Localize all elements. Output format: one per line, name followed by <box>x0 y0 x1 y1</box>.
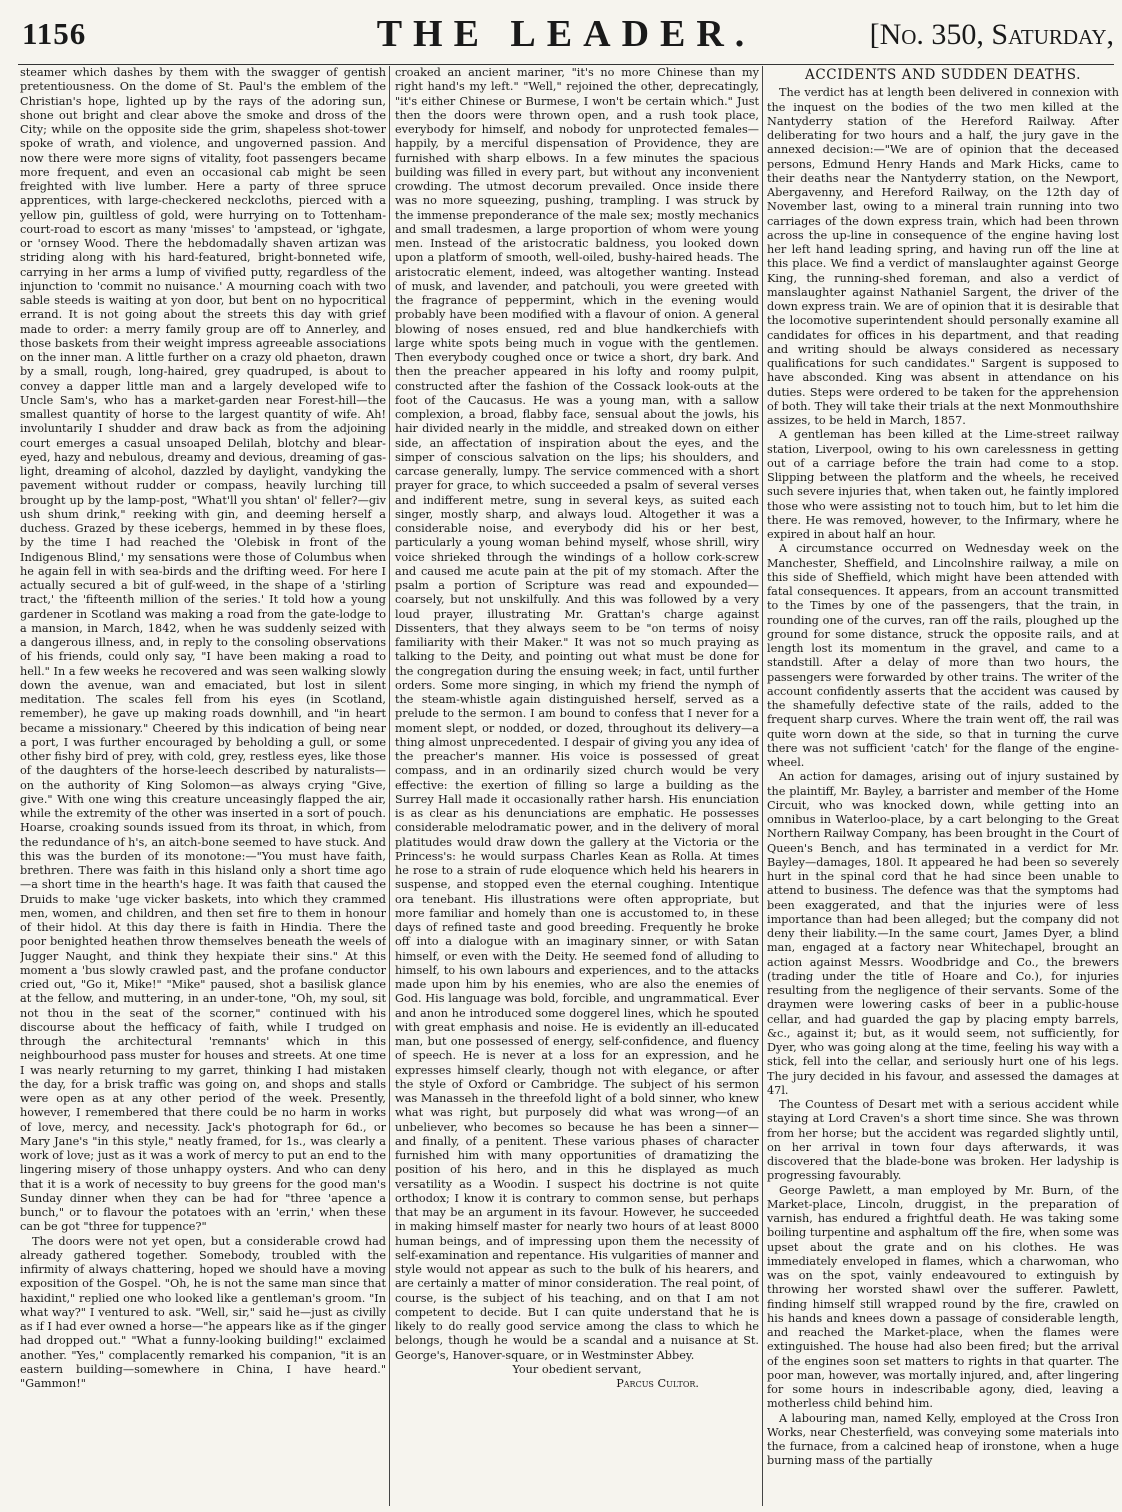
issue-info: [No. 350, Saturday, <box>869 18 1114 51</box>
news-paragraph: An action for damages, arising out of injury sustained by the plaintiff, Mr. Bayley, a barrister and member of the Home Circuit, who was knocked down, while getting into an omnibus in Waterloo-place, by a cart belonging to the Great Northern Railway Company, has been brought in the Court of Queen's Bench, and has terminated in a verdict for Mr. Bayley—damages, 180l. It appeared he had been so severely hurt in the spinal cord that he had since been unable to attend to business. The defence was that the symptoms had been exaggerated, and that the injuries were of less importance than had been alleged; but the company did not deny their liability.—In the same court, James Dyer, a blind man, engaged at a factory near Whitechapel, brought an action against Messrs. Woodbridge and Co., the brewers (trading under the title of Hoare and Co.), for injuries resulting from the negligence of their servants. Some of the draymen were lowering casks of beer in a public-house cellar, and had guarded the gap by placing empty barrels, &c., against it; but, as it would seem, not sufficiently, for Dyer, who was going along at the time, feeling his way with a stick, fell into the cellar, and seriously hurt one of his legs. The jury decided in his favour, and assessed the damages at 47l. <box>767 770 1119 1097</box>
news-paragraph: George Pawlett, a man employed by Mr. Burn, of the Market-place, Lincoln, druggist, in the preparation of varnish, has endured a frightful death. He was taking some boiling turpentine and asphaltum off the fire, when some was upset about the grate and on his clothes. He was immediately enveloped in flames, which a charwoman, who was on the spot, vainly endeavoured to extinguish by throwing her worsted shawl over the sufferer. Pawlett, finding himself still wrapped round by the fire, crawled on his hands and knees down a passage of considerable length, and reached the Market-place, when the flames were extinguished. The house had also been fired; but the arrival of the engines soon set matters to rights in that quarter. The poor man, however, was mortally injured, and, after lingering for some hours in indescribable agony, died, leaving a motherless child behind him. <box>767 1183 1119 1411</box>
column-1 <box>20 66 386 1506</box>
masthead <box>18 4 1114 65</box>
column-2 <box>395 66 759 1506</box>
news-paragraph: A labouring man, named Kelly, employed at the Cross Iron Works, near Chesterfield, was conveying some materials into the furnace, from a calcined heap of ironstone, when a huge burning mass of the partially <box>767 1411 1119 1468</box>
article-paragraph: steamer which dashes by them with the swagger of gentish pretentiousness. On the dome of St. Paul's the emblem of the Christian's hope, lighted up by the rays of the adoring sun, shone out bright and clear above the smoke and dross of the City; while on the opposite side the grim, shapeless shot-tower spoke of wrath, and violence, and ungoverned passion. And now there were more signs of vitality, foot passengers became more frequent, and even an occasional cab might be seen freighted with live lumber. Here a party of three spruce apprentices, with large-checkered neckcloths, pierced with a yellow pin, guiltless of gold, were hurrying on to Tottenham-court-road to escort as many 'misses' to 'ampstead, or 'ighgate, or 'ornsey Wood. There the hebdomadally shaven artizan was striding along with his hard-featured, bright-bonneted wife, carrying in her arms a lump of vivified putty, regardless of the injunction to 'commit no nuisance.' A mourning coach with two sable steeds is waiting at yon door, but bent on no hypocritical errand. It is not going about the streets this day with grief made to order: a merry family group are off to Annerley, and those baskets from their weight impress agreeable associations on the inner man. A little further on a crazy old phaeton, drawn by a small, rough, long-haired, grey quadruped, is about to convey a dapper little man and a largely developed wife to Uncle Sam's, who has a market-garden near Forest-hill—the smallest quantity of horse to the largest quantity of wife. Ah! involuntarily I shudder and draw back as from the adjoining court emerges a casual unsoaped Delilah, blotchy and blear-eyed, hazy and nebulous, dreamy and devious, dreaming of gas-light, dreaming of alcohol, dazzled by daylight, vandyking the pavement without rudder or compass, heavily lurching till brought up by the lamp-post, "What'll you shtan' ol' feller?—giv ush shum drink," reeking with gin, and deeming herself a duchess. Grazed by these icebergs, hemmed in by these floes, by the time I had reached the 'Olebisk in front of the Indigenous Blind,' my sensations were those of Columbus when he again fell in with sea-birds and the drifting weed. For here I actually secured a bit of gulf-weed, in the shape of a 'stirling tract,' the 'fifteenth million of the series.' It told how a young gardener in Scotland was making a road from the gate-lodge to a mansion, in March, 1842, when he was suddenly seized with a dangerous illness, and, in reply to the consoling observations of his friends, could only say, "I have been making a road to hell." In a few weeks he recovered and was seen walking slowly down the avenue, wan and emaciated, but lost in silent meditation. The scales fell from his eyes (in Scotland, remember), he gave up making roads downhill, and "in heart became a missionary." Cheered by this indication of being near a port, I was further encouraged by beholding a gull, or some other fishy bird of prey, with cold, grey, restless eyes, like those of the daughters of the horse-leech described by naturalists—on the authority of King Solomon—as always crying "Give, give." With one wing this creature unceasingly flapped the air, while the extremity of the other was inserted in a sort of pouch. Hoarse, croaking sounds issued from its throat, in which, from the redundance of h's, an aitch-bone seemed to have stuck. And this was the burden of its monotone:—"You must have faith, brethren. There was faith in this hisland only a short time ago—a short time in the hearth's hage. It was faith that caused the Druids to make 'uge vicker baskets, into which they crammed men, women, and children, and then set fire to them in honour of their hidol. At this day there is faith in Hindia. There the poor benighted heathen throw themselves beneath the weels of Jugger Naught, and think they hexpiate their sins." At this moment a 'bus slowly crawled past, and the profane conductor cried out, "Go it, Mike!" "Mike" paused, shot a basilisk glance at the fellow, and muttering, in an under-tone, "Oh, my soul, sit not thou in the seat of the scorner," continued with his discourse about the hefficacy of faith, while I trudged on through the architectural 'remnants' which in this neighbourhood pass muster for houses and streets. At one time I was nearly returning to my garret, thinking I had mistaken the day, for a brisk traffic was going on, and shops and stalls were open as at any other period of the week. Presently, however, I remembered that there could be no harm in works of love, mercy, and necessity. Jack's photograph for 6d., or Mary Jane's "in this style," neatly framed, for 1s., was clearly a work of love; just as it was a work of mercy to put an end to the lingering misery of those unhappy oysters. And who can deny that it is a work of necessity to buy greens for the good man's Sunday dinner when they can be had for "three 'apence a bunch," or to flavour the potatoes with an 'errin,' when these can be got "three for tuppence?" <box>20 66 386 1234</box>
column-rule-right <box>762 66 763 1506</box>
letter-signature: Parcus Cultor. <box>616 1377 699 1390</box>
column-rule-left <box>389 66 390 1506</box>
section-heading: ACCIDENTS AND SUDDEN DEATHS. <box>804 67 1081 83</box>
news-paragraph: A gentleman has been killed at the Lime-street railway station, Liverpool, owing to his own carelessness in getting out of a carriage before the train had come to a stop. Slipping between the platform and the wheels, he received such severe injuries that, when taken out, he faintly implored those who were assisting not to touch him, but to let him die there. He was removed, however, to the Infirmary, where he expired in about half an hour. <box>767 428 1119 541</box>
news-paragraph: The verdict has at length been delivered in connexion with the inquest on the bodies of the two men killed at the Nantyderry station of the Hereford Railway. After deliberating for two hours and a half, the jury gave in the annexed decision:—"We are of opinion that the deceased persons, Edmund Henry Hands and Mark Hicks, came to their deaths near the Nantyderry station, on the Newport, Abergavenny, and Hereford Railway, on the 12th day of November last, owing to a mineral train running into two carriages of the down express train, which had been thrown across the up-line in consequence of the engine having lost her left hand leading spring, and having run off the line at this place. We find a verdict of manslaughter against George King, the running-shed foreman, and also a verdict of manslaughter against Nathaniel Sargent, the driver of the down express train. We are of opinion that it is desirable that the locomotive superintendent should personally examine all candidates for offices in his department, and that reading and writing should be always considered as necessary qualifications for such candidates." Sargent is supposed to have absconded. King was absent in attendance on his duties. Steps were ordered to be taken for the apprehension of both. They will take their trials at the next Monmouthshire assizes, to be held in March, 1857. <box>767 86 1119 427</box>
article-paragraph: The doors were not yet open, but a considerable crowd had already gathered together. Somebody, troubled with the infirmity of always chattering, hoped we should have a moving exposition of the Gospel. "Oh, he is not the same man since that haxidint," replied one who looked like a gentleman's groom. "In what way?" I ventured to ask. "Well, sir," said he—just as civilly as if I had ever owned a horse—"he appears like as if the ginger had dropped out." "What a funny-looking building!" exclaimed another. "Yes," complacently remarked his companion, "it is an eastern building—somewhere in China, I have heard." "Gammon!" <box>20 1234 386 1390</box>
article-paragraph: croaked an ancient mariner, "it's no more Chinese than my right hand's my left." "Well," rejoined the other, deprecatingly, "it's either Chinese or Burmese, I won't be certain which." Just then the doors were thrown open, and a rush took place, everybody for himself, and nobody for unprotected females—happily, by a merciful dispensation of Providence, they are furnished with sharp elbows. In a few minutes the spacious building was filled in every part, but without any inconvenient crowding. The utmost decorum prevailed. Once inside there was no more squeezing, pushing, trampling. I was struck by the immense preponderance of the male sex; mostly mechanics and small tradesmen, a large proportion of whom were young men. Instead of the aristocratic baldness, you looked down upon a platform of smooth, well-oiled, bushy-haired heads. The aristocratic element, indeed, was altogether wanting. Instead of musk, and lavender, and patchouli, you were greeted with the fragrance of peppermint, which in the evening would probably have been modified with a flavour of onion. A general blowing of noses ensued, red and blue handkerchiefs with large white spots being much in vogue with the gentlemen. Then everybody coughed once or twice a short, dry bark. And then the preacher appeared in his lofty and roomy pulpit, constructed after the fashion of the Cossack look-outs at the foot of the Caucasus. He was a young man, with a sallow complexion, a broad, flabby face, sensual about the jowls, his hair divided nearly in the middle, and streaked down on either side, an affectation of inspiration about the eyes, and the simper of conscious salvation on the lips; his shoulders, and carcase generally, lumpy. The service commenced with a short prayer for grace, to which succeeded a psalm of several verses and indifferent metre, sung in several keys, as suited each singer, mostly sharp, and always loud. Altogether it was a considerable noise, and everybody did his or her best, particularly a young woman behind myself, whose shrill, wiry voice shrieked through the windings of a hollow cork-screw and caused me acute pain at the pit of my stomach. After the psalm a portion of Scripture was read and expounded—coarsely, but not unskilfully. And this was followed by a very loud prayer, illustrating Mr. Grattan's charge against Dissenters, that they always seem to be "on terms of noisy familiarity with their Maker." It was not so much praying as talking to the Deity, and pointing out what must be done for the congregation during the ensuing week; in fact, until further orders. Some more singing, in which my friend the nymph of the steam-whistle again distinguished herself, served as a prelude to the sermon. I am bound to confess that I never for a moment slept, or nodded, or dozed, throughout its delivery—a thing almost unprecedented. I despair of giving you any idea of the preacher's manner. His voice is possessed of great compass, and in an ordinarily sized church would be very effective: the exertion of filling so large a building as the Surrey Hall made it occasionally rather harsh. His enunciation is as clear as his denunciations are emphatic. He possesses considerable melodramatic power, and in the delivery of moral platitudes would draw down the gallery at the Victoria or the Princess's: he would surpass Charles Kean as Rolla. At times he rose to a strain of rude eloquence which held his hearers in suspense, and stopped even the eternal coughing. Intentique ora tenebant. His illustrations were often appropriate, but more familiar and homely than one is accustomed to, in these days of refined taste and good breeding. Frequently he broke off into a dialogue with an imaginary sinner, or with Satan himself, or even with the Deity. He seemed fond of alluding to himself, to his own labours and experiences, and to the attacks made upon him by his enemies, who are also the enemies of God. His language was bold, forcible, and ungrammatical. Ever and anon he introduced some doggerel lines, which he spouted with great emphasis and noise. He is evidently an ill-educated man, but one possessed of energy, self-confidence, and fluency of speech. He is never at a loss for an expression, and he expresses himself clearly, though not with elegance, or after the style of Oxford or Cambridge. The subject of his sermon was Manasseh in the threefold light of a bold sinner, who knew what was right, but purposely did what was wrong—of an unbeliever, who becomes so because he has been a sinner—and finally, of a penitent. These various phases of character furnished him with many opportunities of dramatizing the position of his hero, and in this he displayed as much versatility as a Woodin. I suspect his doctrine is not quite orthodox; I know it is contrary to common sense, but perhaps that may be an argument in its favour. However, he succeeded in making himself master for nearly two hours of at least 8000 human beings, and of impressing upon them the necessity of self-examination and repentance. His vulgarities of manner and style would not appear as such to the bulk of his hearers, and are certainly a matter of minor consideration. The real point, of course, is the subject of his teaching, and on that I am not competent to decide. But I can quite understand that he is likely to do really good service among the class to which he belongs, though he would be a scandal and a nuisance at St. George's, Hanover-square, or in Westminster Abbey. <box>395 66 759 1362</box>
page-number: 1156 <box>22 16 87 51</box>
letter-closing: Your obedient servant, <box>512 1362 642 1376</box>
news-paragraph: The Countess of Desart met with a serious accident while staying at Lord Craven's a short time since. She was thrown from her horse; but the accident was regarded slightly until, on her arrival in town four days afterwards, it was discovered that the blade-bone was broken. Her ladyship is progressing favourably. <box>767 1098 1119 1183</box>
column-3 <box>767 66 1119 1506</box>
news-paragraph: A circumstance occurred on Wednesday week on the Manchester, Sheffield, and Lincolnshire railway, a mile on this side of Sheffield, which might have been attended with fatal consequences. It appears, from an account transmitted to the Times by one of the passengers, that the train, in rounding one of the curves, ran off the rails, ploughed up the ground for some distance, struck the opposite rails, and at length lost its momentum in the gravel, and came to a standstill. After a delay of more than two hours, the passengers were forwarded by other trains. The writer of the account confidently asserts that the accident was caused by the shamefully defective state of the rails, added to the frequent sharp curves. Where the train went off, the rail was quite worn down at the side, so that in turning the curve there was not sufficient 'catch' for the flange of the engine-wheel. <box>767 542 1119 769</box>
newspaper-title: THE LEADER. <box>376 13 756 55</box>
